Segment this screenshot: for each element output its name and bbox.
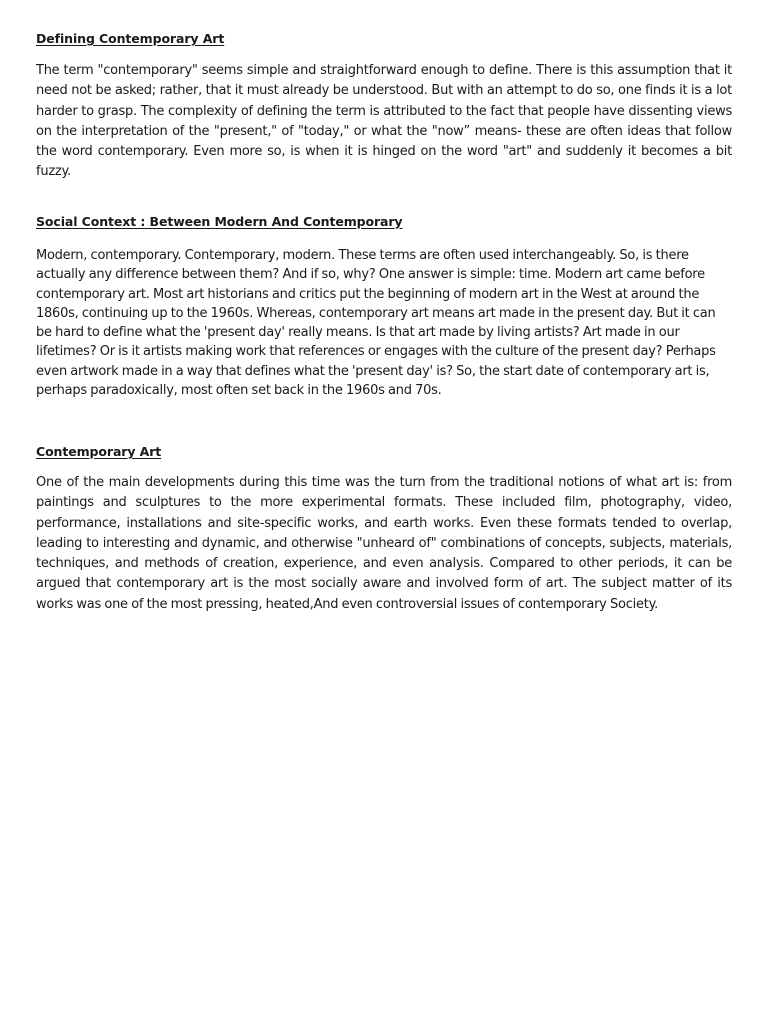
section-heading-defining-contemporary-art: Defining Contemporary Art bbox=[36, 31, 225, 46]
section-heading-social-context: Social Context : Between Modern And Contemporary bbox=[36, 214, 403, 229]
section-body-defining-contemporary-art: The term "contemporary" seems simple and straightforward enough to define. There is this assumption that it need not be asked; rather, that it must already be understood. But with an attempt to do so, one finds it is a lot harder to grasp. The complexity of defining the term is attributed to the fact that people have dissenting views on the interpretation of the "present," of "today," or what the "now” means- these are often ideas that follow the word contemporary. Even more so, is when it is hinged on the word "art" and suddenly it becomes a bit fuzzy. bbox=[36, 63, 732, 180]
section-body-contemporary-art: One of the main developments during this time was the turn from the traditional notions of what art is: from paintings and sculptures to the more experimental formats. These included film, photography, video, performance, installations and site-specific works, and earth works. Even these formats tended to overlap, leading to interesting and dynamic, and otherwise "unheard of" combinations of concepts, subjects, materials, techniques, and methods of creation, experience, and even analysis. Compared to other periods, it can be argued that contemporary art is the most socially aware and involved form of art. The subject matter of its works was one of the most pressing, heated,And even controversial issues of contemporary Society. bbox=[36, 475, 732, 612]
section-body-social-context: Modern, contemporary. Contemporary, modern. These terms are often used interchangeably. So, is there actually any difference between them? And if so, why? One answer is simple: time. Modern art came before contemporary art. Most art historians and critics put the beginning of modern art in the West at around the 1860s, continuing up to the 1960s. Whereas, contemporary art means art made in the present day. But it can be hard to define what the 'present day' really means. Is that art made by living artists? Art made in our lifetimes? Or is it artists making work that references or engages with the culture of the present day? Perhaps even artwork made in a way that defines what the 'present day' is? So, the start date of contemporary art is, perhaps paradoxically, most often set back in the 1960s and 70s. bbox=[36, 248, 716, 399]
section-heading-contemporary-art: Contemporary Art bbox=[36, 444, 162, 459]
